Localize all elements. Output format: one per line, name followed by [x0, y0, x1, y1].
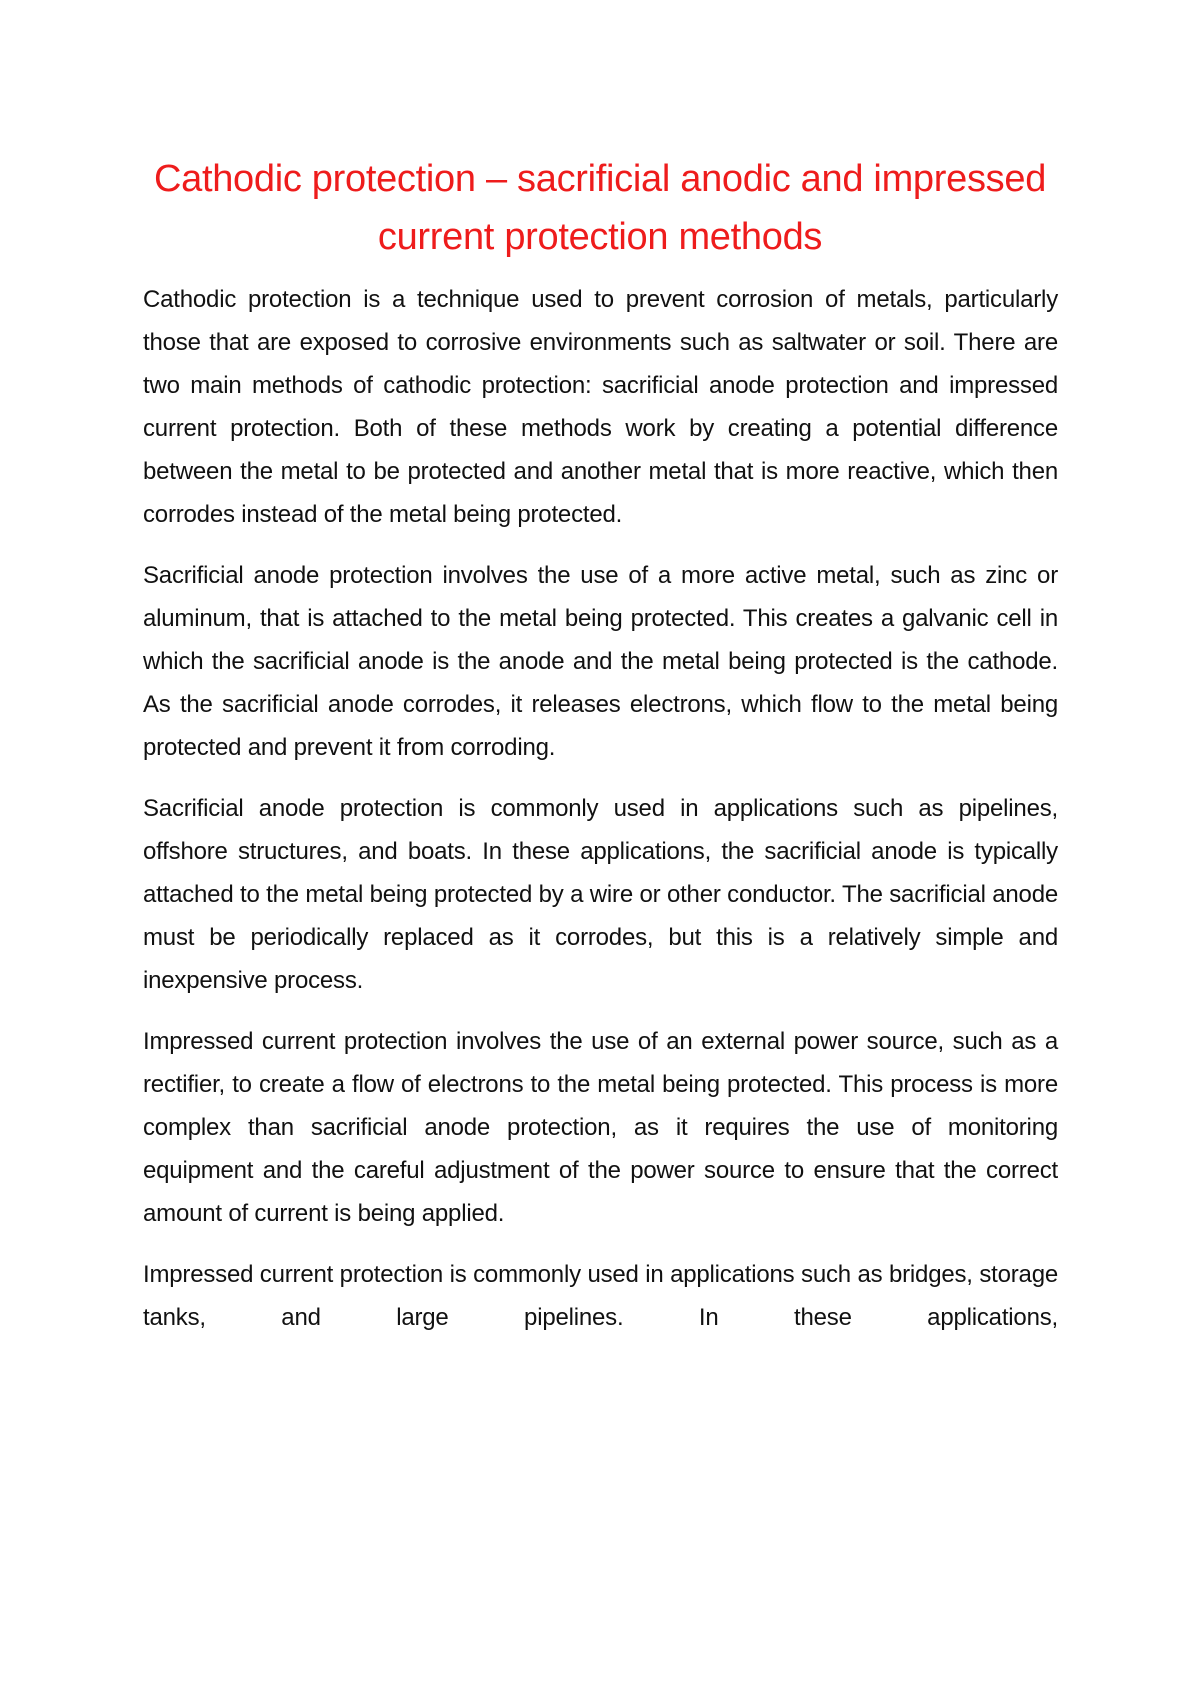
- paragraph-intro: Cathodic protection is a technique used to prevent corrosion of metals, particularly those that are exposed to corrosive environments such as saltwater or soil. There are two main methods of cathodic protection: sacrificial anode protection and impressed current protection. Both of these methods work by creating a potential difference between the metal to be protected and another metal that is more reactive, which then corrodes instead of the metal being protected.: [143, 286, 1058, 528]
- document-title: Cathodic protection – sacrificial anodic and impressed current protection methods: [153, 158, 1047, 258]
- paragraph-impressed-current-applications: Impressed current protection is commonly used in applications such as bridges, storage tanks, and large pipelines. In these applications,: [143, 1261, 1058, 1331]
- document-body: [143, 278, 1058, 1357]
- paragraph-impressed-current-definition: Impressed current protection involves the use of an external power source, such as a rectifier, to create a flow of electrons to the metal being protected. This process is more complex than sacrificial anode protection, as it requires the use of monitoring equipment and the careful adjustment of the power source to ensure that the correct amount of current is being applied.: [143, 1028, 1058, 1227]
- paragraph-sacrificial-anode-definition: Sacrificial anode protection involves the use of a more active metal, such as zinc or aluminum, that is attached to the metal being protected. This creates a galvanic cell in which the sacrificial anode is the anode and the metal being protected is the cathode. As the sacrificial anode corrodes, it releases electrons, which flow to the metal being protected and prevent it from corroding.: [143, 562, 1058, 761]
- paragraph-sacrificial-anode-applications: Sacrificial anode protection is commonly used in applications such as pipelines, offshore structures, and boats. In these applications, the sacrificial anode is typically attached to the metal being protected by a wire or other conductor. The sacrificial anode must be periodically replaced as it corrodes, but this is a relatively simple and inexpensive process.: [143, 795, 1058, 994]
